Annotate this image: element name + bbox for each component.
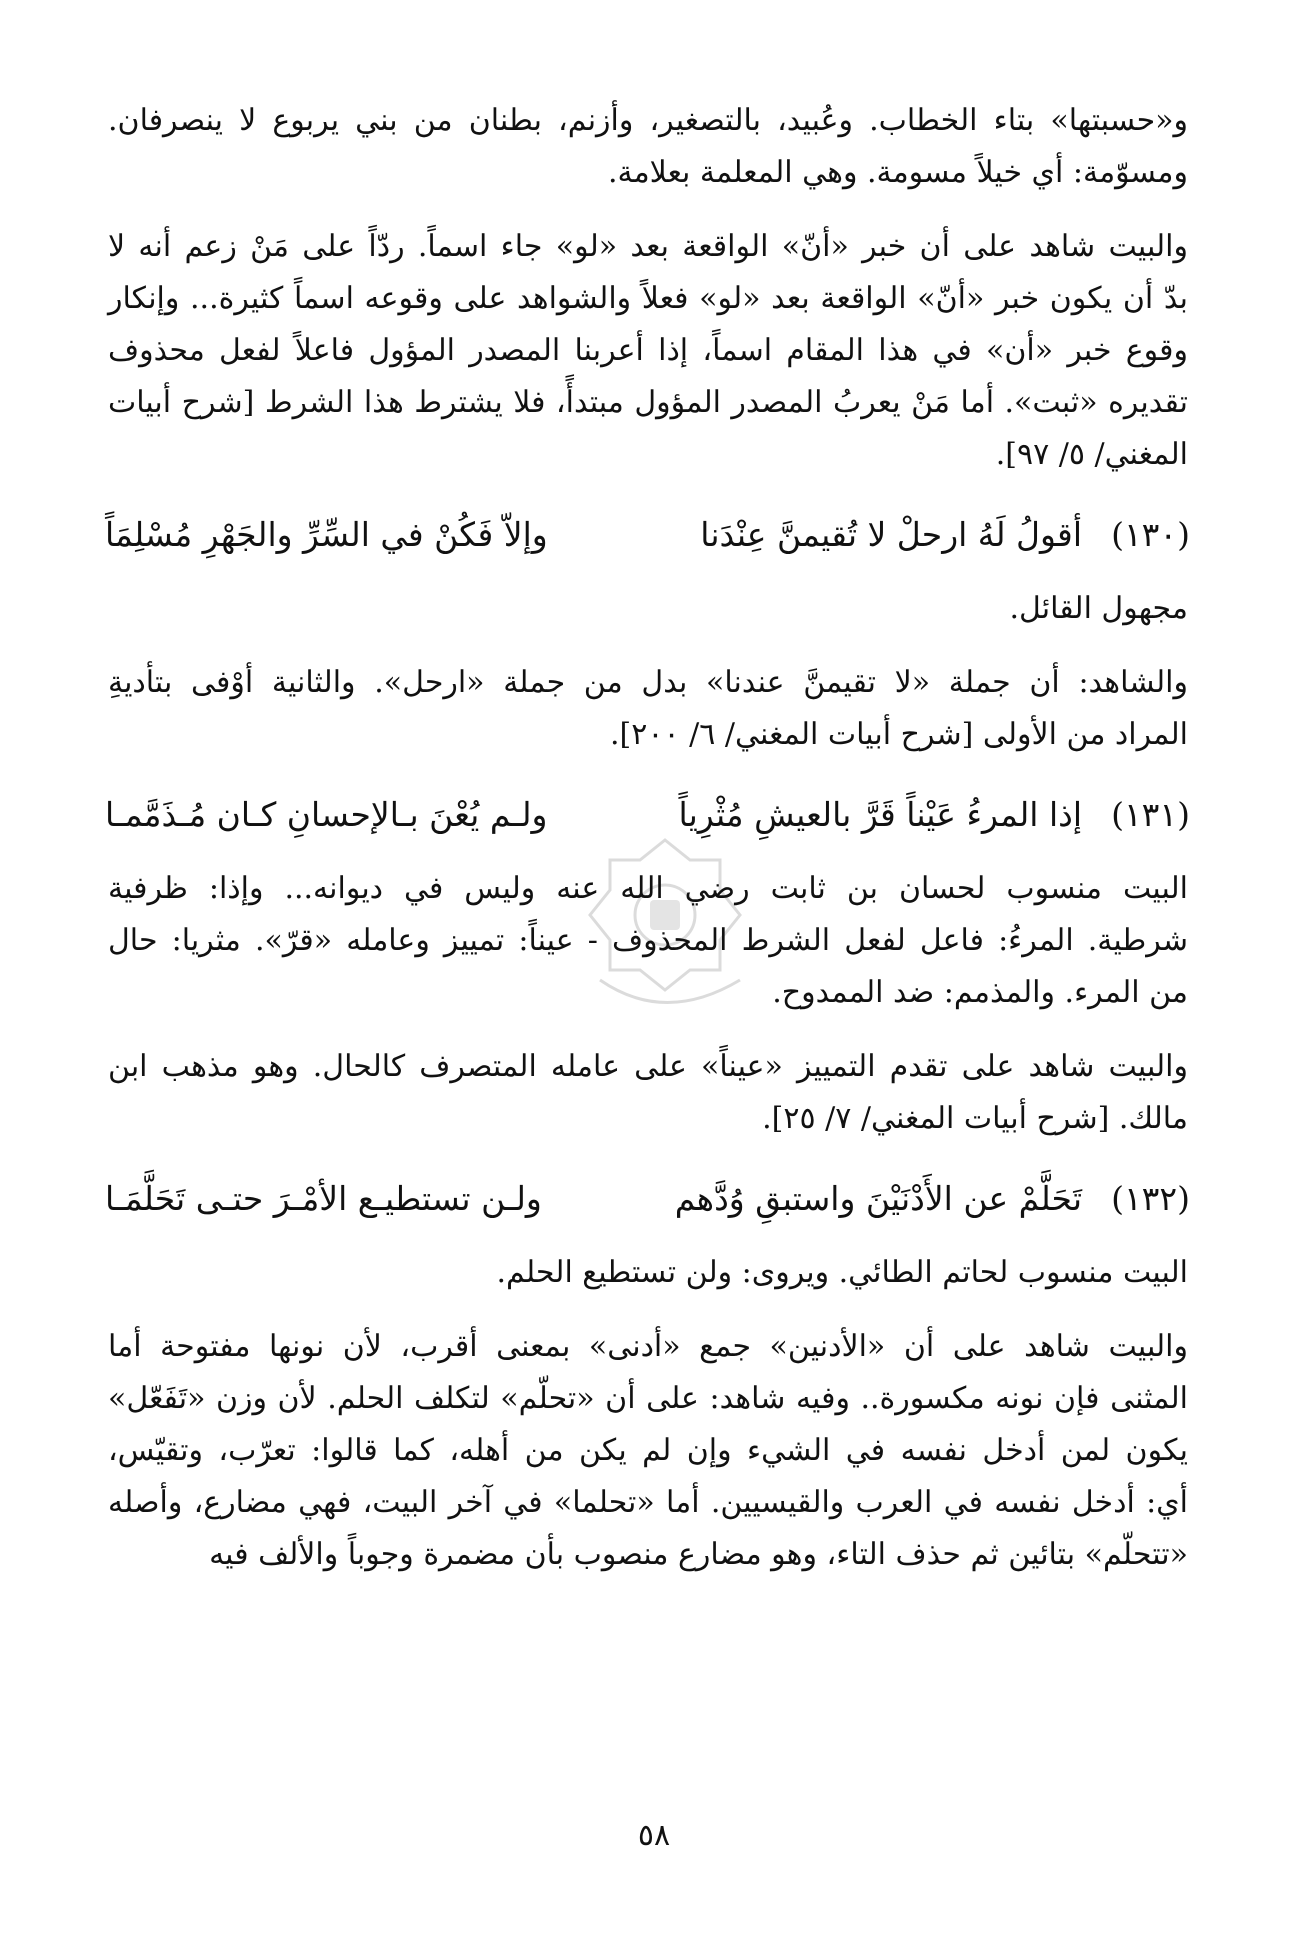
verse-first-hemistich: أقولُ لَهُ ارحلْ لا تُقيمنَّ عِنْدَنا xyxy=(700,515,1082,554)
text-line: من المرء. والمذمم: ضد الممدوح. xyxy=(772,975,1188,1010)
text-line: يكون لمن أدخل نفسه في الشيء وإن لم يكن من أهله، كما قالوا: تعرّب، وتقيّس، xyxy=(108,1433,1188,1468)
text-line: «تتحلّم» بتائين ثم حذف التاء، وهو مضارع منصوب بأن مضمرة وجوباً والألف فيه xyxy=(209,1537,1188,1572)
text-line: المغني/ ٥/ ٩٧]. xyxy=(995,437,1188,472)
text-line: والبيت شاهد على تقدم التمييز «عيناً» على عامله المتصرف كالحال. وهو مذهب ابن xyxy=(108,1049,1188,1084)
verse-second-hemistich: ولـن تستطيـع الأمْـرَ حتـى تَحَلَّمَـا xyxy=(105,1179,542,1218)
text-line: والبيت شاهد على أن «الأدنين» جمع «أدنى» بمعنى أقرب، لأن نونها مفتوحة أما xyxy=(108,1329,1188,1364)
text-line: شرطية. المرءُ: فاعل لفعل الشرط المحذوف - عيناً: تمييز وعامله «قرّ». مثريا: حال xyxy=(108,923,1188,958)
text-line: والشاهد: أن جملة «لا تقيمنَّ عندنا» بدل من جملة «ارحل». والثانية أوْفى بتأديةِ xyxy=(108,665,1188,700)
text-line: البيت منسوب لحاتم الطائي. ويروى: ولن تستطيع الحلم. xyxy=(496,1255,1188,1290)
text-line: البيت منسوب لحسان بن ثابت رضي الله عنه وليس في ديوانه... وإذا: ظرفية xyxy=(108,871,1188,906)
text-line: تقديره «ثبت». أما مَنْ يعربُ المصدر المؤول مبتدأً، فلا يشترط هذا الشرط [شرح أبيات xyxy=(108,385,1188,420)
text-line: و«حسبتها» بتاء الخطاب. وعُبيد، بالتصغير، وأزنم، بطنان من بني يربوع لا ينصرفان. xyxy=(108,103,1188,138)
verse-second-hemistich: وإلاّ فَكُنْ في السِّرِّ والجَهْرِ مُسْلِمَاً xyxy=(105,515,548,554)
verse-second-hemistich: ولـم يُعْنَ بـالإحسانِ كـان مُـذَمَّمـا xyxy=(105,795,548,834)
text-line: مجهول القائل. xyxy=(1009,591,1188,626)
verse-number: (١٣١) xyxy=(1111,795,1190,834)
verse-line xyxy=(105,512,1190,558)
text-line: والبيت شاهد على أن خبر «أنّ» الواقعة بعد «لو» جاء اسماً. ردّاً على مَنْ زعم أنه لا xyxy=(108,229,1188,264)
text-line: وقوع خبر «أن» في هذا المقام اسماً، إذا أعربنا المصدر المؤول فاعلاً لفعل محذوف xyxy=(108,333,1188,368)
text-line: المراد من الأولى [شرح أبيات المغني/ ٦/ ٢٠٠]. xyxy=(610,717,1188,752)
verse-first-hemistich: تَحَلَّمْ عن الأَدْنَيْنَ واستبقِ وُدَّهم xyxy=(674,1179,1082,1218)
verse-line xyxy=(105,1176,1190,1222)
verse-number: (١٣٢) xyxy=(1111,1179,1190,1218)
text-line: المثنى فإن نونه مكسورة.. وفيه شاهد: على أن «تحلّم» لتكلف الحلم. لأن وزن «تَفَعّل» xyxy=(108,1381,1188,1416)
text-line: ومسوّمة: أي خيلاً مسومة. وهي المعلمة بعلامة. xyxy=(607,155,1188,190)
text-line: بدّ أن يكون خبر «أنّ» الواقعة بعد «لو» فعلاً والشواهد على وقوعه اسماً كثيرة... وإنكار xyxy=(108,281,1188,316)
verse-line xyxy=(105,792,1190,838)
text-line: أي: أدخل نفسه في العرب والقيسيين. أما «تحلما» في آخر البيت، فهي مضارع، وأصله xyxy=(108,1485,1188,1520)
verse-number: (١٣٠) xyxy=(1111,515,1190,554)
text-line: مالك. [شرح أبيات المغني/ ٧/ ٢٥]. xyxy=(762,1101,1188,1136)
verse-first-hemistich: إذا المرءُ عَيْناً قَرَّ بالعيشِ مُثْرِياً xyxy=(678,795,1082,834)
page-number: ٥٨ xyxy=(637,1818,671,1853)
